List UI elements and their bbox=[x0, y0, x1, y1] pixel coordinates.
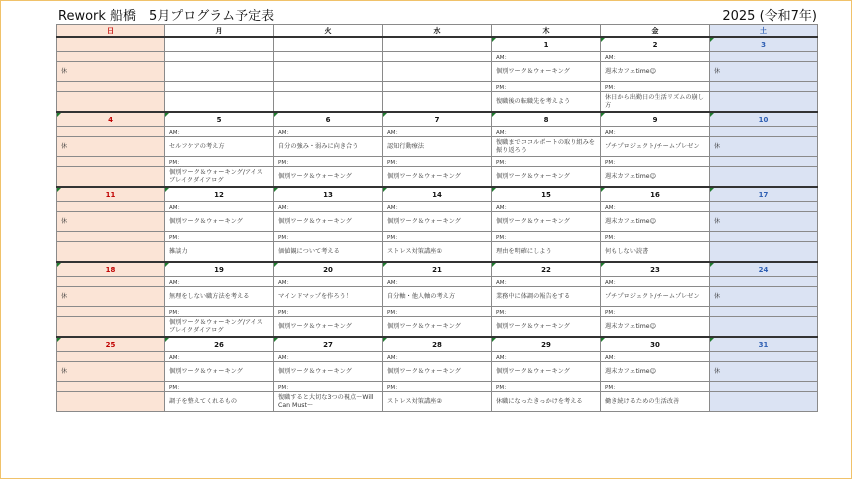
holiday-cell: 休 bbox=[57, 362, 165, 382]
comment-marker-icon bbox=[601, 188, 605, 192]
program-cell: 個別ワーク＆ウォーキング bbox=[165, 362, 274, 382]
date-cell bbox=[383, 37, 492, 52]
date-cell: 24 bbox=[710, 262, 818, 277]
pm-content-row bbox=[57, 242, 818, 263]
program-cell: 個別ワーク＆ウォーキング bbox=[274, 212, 383, 232]
program-cell bbox=[57, 392, 165, 412]
pm-label: PM： bbox=[383, 307, 492, 317]
am-label: AM： bbox=[492, 202, 601, 212]
weekday-sat: 土 bbox=[710, 25, 818, 38]
comment-marker-icon bbox=[57, 338, 61, 342]
pm-label: PM： bbox=[274, 307, 383, 317]
comment-marker-icon bbox=[57, 263, 61, 267]
program-cell: 個別ワーク＆ウォーキング bbox=[274, 317, 383, 338]
program-cell: 個別ワーク＆ウォーキング bbox=[492, 167, 601, 188]
date-cell bbox=[274, 37, 383, 52]
am-label: AM： bbox=[274, 277, 383, 287]
program-cell bbox=[165, 92, 274, 113]
pm-label-row bbox=[57, 307, 818, 317]
weekday-mon: 月 bbox=[165, 25, 274, 38]
pm-label bbox=[383, 82, 492, 92]
program-cell: 復職までココルポートの取り組みを振り返ろう bbox=[492, 137, 601, 157]
weekday-fri: 金 bbox=[601, 25, 710, 38]
am-label bbox=[57, 352, 165, 362]
program-cell: 個別ワーク＆ウォーキング bbox=[383, 317, 492, 338]
program-cell: 週末カフェtime☺ bbox=[601, 62, 710, 82]
program-cell: 個別ワーク＆ウォーキング bbox=[492, 317, 601, 338]
date-cell: 6 bbox=[274, 112, 383, 127]
pm-content-row bbox=[57, 392, 818, 412]
am-label: AM： bbox=[492, 352, 601, 362]
pm-label bbox=[710, 82, 818, 92]
program-cell: 個別ワーク＆ウォーキング bbox=[274, 167, 383, 188]
program-cell bbox=[383, 62, 492, 82]
date-cell: 27 bbox=[274, 337, 383, 352]
date-cell: 26 bbox=[165, 337, 274, 352]
pm-label bbox=[57, 307, 165, 317]
program-cell: 個別ワーク＆ウォーキング/アイスブレイクダイアログ bbox=[165, 317, 274, 338]
program-cell: 雑談力 bbox=[165, 242, 274, 263]
pm-label: PM： bbox=[165, 382, 274, 392]
pm-label bbox=[165, 82, 274, 92]
comment-marker-icon bbox=[274, 188, 278, 192]
weekday-sun: 日 bbox=[57, 25, 165, 38]
pm-label: PM： bbox=[274, 157, 383, 167]
program-cell: 自分の強み・弱みに向き合う bbox=[274, 137, 383, 157]
am-label bbox=[710, 202, 818, 212]
comment-marker-icon bbox=[601, 263, 605, 267]
am-label: AM： bbox=[165, 127, 274, 137]
program-cell: 働き続けるための生活改善 bbox=[601, 392, 710, 412]
weekday-header-row bbox=[57, 25, 818, 38]
pm-label: PM： bbox=[165, 307, 274, 317]
date-cell bbox=[165, 37, 274, 52]
date-cell: 28 bbox=[383, 337, 492, 352]
date-cell: 18 bbox=[57, 262, 165, 277]
comment-marker-icon bbox=[274, 338, 278, 342]
weekday-wed: 水 bbox=[383, 25, 492, 38]
program-cell: 復職後の転職先を考えよう bbox=[492, 92, 601, 113]
pm-label: PM： bbox=[601, 382, 710, 392]
program-cell bbox=[57, 167, 165, 188]
date-cell: 29 bbox=[492, 337, 601, 352]
date-cell: 25 bbox=[57, 337, 165, 352]
pm-content-row bbox=[57, 317, 818, 338]
program-cell: 週末カフェtime☺ bbox=[601, 167, 710, 188]
program-cell: 個別ワーク＆ウォーキング bbox=[383, 362, 492, 382]
pm-content-row bbox=[57, 92, 818, 113]
date-row bbox=[57, 112, 818, 127]
program-cell: マインドマップを作ろう！ bbox=[274, 287, 383, 307]
comment-marker-icon bbox=[383, 188, 387, 192]
holiday-cell: 休 bbox=[710, 287, 818, 307]
program-cell: 調子を整えてくれるもの bbox=[165, 392, 274, 412]
program-cell: 復職すると大切な3つの視点～Will Can Must～ bbox=[274, 392, 383, 412]
program-cell bbox=[710, 317, 818, 338]
program-cell bbox=[383, 92, 492, 113]
date-cell: 1 bbox=[492, 37, 601, 52]
holiday-cell: 休 bbox=[57, 212, 165, 232]
program-cell: 何もしない読書 bbox=[601, 242, 710, 263]
date-row bbox=[57, 187, 818, 202]
date-cell: 17 bbox=[710, 187, 818, 202]
date-cell: 14 bbox=[383, 187, 492, 202]
am-label bbox=[710, 277, 818, 287]
pm-label bbox=[57, 157, 165, 167]
am-label: AM： bbox=[601, 352, 710, 362]
date-cell: 2 bbox=[601, 37, 710, 52]
date-cell: 11 bbox=[57, 187, 165, 202]
page-title: Rework 船橋 5月プログラム予定表 bbox=[58, 9, 275, 24]
program-cell: 個別ワーク＆ウォーキング bbox=[383, 212, 492, 232]
am-label: AM： bbox=[274, 352, 383, 362]
pm-label: PM： bbox=[492, 82, 601, 92]
program-cell: 個別ワーク＆ウォーキング bbox=[492, 362, 601, 382]
holiday-cell: 休 bbox=[57, 62, 165, 82]
comment-marker-icon bbox=[383, 113, 387, 117]
comment-marker-icon bbox=[274, 263, 278, 267]
date-cell: 4 bbox=[57, 112, 165, 127]
program-cell: 理由を明確にしよう bbox=[492, 242, 601, 263]
program-cell: ストレス対策講座② bbox=[383, 392, 492, 412]
am-label-row bbox=[57, 352, 818, 362]
am-label: AM： bbox=[383, 202, 492, 212]
weekday-tue: 火 bbox=[274, 25, 383, 38]
program-cell bbox=[710, 92, 818, 113]
comment-marker-icon bbox=[710, 38, 714, 42]
pm-label: PM： bbox=[165, 157, 274, 167]
date-cell: 12 bbox=[165, 187, 274, 202]
am-label bbox=[383, 52, 492, 62]
pm-label-row bbox=[57, 232, 818, 242]
pm-label: PM： bbox=[492, 382, 601, 392]
pm-label bbox=[710, 232, 818, 242]
am-label-row bbox=[57, 277, 818, 287]
comment-marker-icon bbox=[710, 188, 714, 192]
program-cell: セルフケアの考え方 bbox=[165, 137, 274, 157]
comment-marker-icon bbox=[274, 113, 278, 117]
am-content-row bbox=[57, 62, 818, 82]
date-cell: 5 bbox=[165, 112, 274, 127]
am-label: AM： bbox=[601, 277, 710, 287]
holiday-cell: 休 bbox=[710, 212, 818, 232]
am-label-row bbox=[57, 127, 818, 137]
pm-label-row bbox=[57, 382, 818, 392]
program-cell: 休日から出勤日の生活リズムの崩し方 bbox=[601, 92, 710, 113]
comment-marker-icon bbox=[710, 113, 714, 117]
pm-label: PM： bbox=[383, 382, 492, 392]
holiday-cell: 休 bbox=[57, 137, 165, 157]
program-cell: 休職になったきっかけを考える bbox=[492, 392, 601, 412]
pm-label: PM： bbox=[601, 307, 710, 317]
date-cell: 22 bbox=[492, 262, 601, 277]
program-cell: ストレス対策講座① bbox=[383, 242, 492, 263]
date-row bbox=[57, 37, 818, 52]
program-cell: 週末カフェtime☺ bbox=[601, 317, 710, 338]
comment-marker-icon bbox=[165, 338, 169, 342]
am-content-row bbox=[57, 212, 818, 232]
comment-marker-icon bbox=[601, 113, 605, 117]
program-cell: 価値観について考える bbox=[274, 242, 383, 263]
program-cell: 個別ワーク＆ウォーキング bbox=[274, 362, 383, 382]
pm-label bbox=[710, 382, 818, 392]
date-row bbox=[57, 337, 818, 352]
pm-label bbox=[274, 82, 383, 92]
date-cell: 19 bbox=[165, 262, 274, 277]
am-label: AM： bbox=[492, 127, 601, 137]
comment-marker-icon bbox=[601, 338, 605, 342]
comment-marker-icon bbox=[492, 338, 496, 342]
am-label: AM： bbox=[165, 277, 274, 287]
weekday-thu: 木 bbox=[492, 25, 601, 38]
pm-label: PM： bbox=[383, 157, 492, 167]
comment-marker-icon bbox=[165, 188, 169, 192]
date-cell: 8 bbox=[492, 112, 601, 127]
comment-marker-icon bbox=[165, 113, 169, 117]
holiday-cell: 休 bbox=[710, 137, 818, 157]
holiday-cell: 休 bbox=[710, 362, 818, 382]
pm-label: PM： bbox=[274, 232, 383, 242]
date-cell: 21 bbox=[383, 262, 492, 277]
date-cell: 7 bbox=[383, 112, 492, 127]
program-cell: 認知行動療法 bbox=[383, 137, 492, 157]
am-label-row bbox=[57, 202, 818, 212]
date-cell: 13 bbox=[274, 187, 383, 202]
program-cell: 個別ワーク＆ウォーキング bbox=[492, 212, 601, 232]
am-label bbox=[710, 52, 818, 62]
schedule-table bbox=[56, 24, 818, 412]
am-content-row bbox=[57, 137, 818, 157]
date-cell: 9 bbox=[601, 112, 710, 127]
comment-marker-icon bbox=[601, 38, 605, 42]
am-content-row bbox=[57, 362, 818, 382]
date-row bbox=[57, 262, 818, 277]
program-cell bbox=[710, 242, 818, 263]
comment-marker-icon bbox=[165, 263, 169, 267]
pm-label: PM： bbox=[383, 232, 492, 242]
pm-label-row bbox=[57, 157, 818, 167]
pm-label bbox=[710, 307, 818, 317]
comment-marker-icon bbox=[492, 38, 496, 42]
am-label bbox=[57, 202, 165, 212]
comment-marker-icon bbox=[57, 188, 61, 192]
date-cell: 15 bbox=[492, 187, 601, 202]
pm-label: PM： bbox=[492, 307, 601, 317]
am-label bbox=[710, 127, 818, 137]
comment-marker-icon bbox=[492, 263, 496, 267]
pm-label bbox=[57, 232, 165, 242]
am-label: AM： bbox=[165, 202, 274, 212]
date-cell: 20 bbox=[274, 262, 383, 277]
date-cell: 16 bbox=[601, 187, 710, 202]
am-label bbox=[57, 127, 165, 137]
pm-label: PM： bbox=[492, 232, 601, 242]
am-label: AM： bbox=[601, 202, 710, 212]
program-cell: プチプロジェクト/チームプレゼン bbox=[601, 287, 710, 307]
am-label: AM： bbox=[274, 202, 383, 212]
am-label: AM： bbox=[165, 352, 274, 362]
comment-marker-icon bbox=[383, 263, 387, 267]
comment-marker-icon bbox=[492, 113, 496, 117]
program-cell: 個別ワーク＆ウォーキング bbox=[165, 212, 274, 232]
holiday-cell: 休 bbox=[710, 62, 818, 82]
program-cell bbox=[710, 392, 818, 412]
program-cell: 週末カフェtime☺ bbox=[601, 362, 710, 382]
comment-marker-icon bbox=[383, 338, 387, 342]
pm-label bbox=[57, 82, 165, 92]
am-label bbox=[710, 352, 818, 362]
am-label bbox=[57, 52, 165, 62]
am-label bbox=[274, 52, 383, 62]
pm-label: PM： bbox=[601, 157, 710, 167]
am-label bbox=[57, 277, 165, 287]
program-cell: 個別ワーク＆ウォーキング/アイスブレイクダイアログ bbox=[165, 167, 274, 188]
date-cell: 3 bbox=[710, 37, 818, 52]
year-label: 2025 (令和7年) bbox=[722, 9, 817, 24]
program-cell: 自分軸・他人軸の考え方 bbox=[383, 287, 492, 307]
program-cell bbox=[57, 92, 165, 113]
comment-marker-icon bbox=[710, 263, 714, 267]
date-cell: 30 bbox=[601, 337, 710, 352]
program-cell bbox=[57, 317, 165, 338]
am-label-row bbox=[57, 52, 818, 62]
am-label: AM： bbox=[492, 52, 601, 62]
am-label: AM： bbox=[492, 277, 601, 287]
date-cell: 31 bbox=[710, 337, 818, 352]
comment-marker-icon bbox=[492, 188, 496, 192]
program-cell: 個別ワーク＆ウォーキング bbox=[383, 167, 492, 188]
program-cell: 週末カフェtime☺ bbox=[601, 212, 710, 232]
pm-label bbox=[57, 382, 165, 392]
pm-label: PM： bbox=[274, 382, 383, 392]
program-cell bbox=[57, 242, 165, 263]
date-cell bbox=[57, 37, 165, 52]
program-cell bbox=[710, 167, 818, 188]
am-label: AM： bbox=[601, 52, 710, 62]
program-cell bbox=[165, 62, 274, 82]
comment-marker-icon bbox=[710, 338, 714, 342]
date-cell: 10 bbox=[710, 112, 818, 127]
program-cell bbox=[274, 62, 383, 82]
am-label bbox=[165, 52, 274, 62]
pm-label: PM： bbox=[601, 82, 710, 92]
program-cell: 業務中に体調の報告をする bbox=[492, 287, 601, 307]
pm-label-row bbox=[57, 82, 818, 92]
comment-marker-icon bbox=[57, 113, 61, 117]
pm-content-row bbox=[57, 167, 818, 188]
am-label: AM： bbox=[383, 352, 492, 362]
pm-label bbox=[710, 157, 818, 167]
pm-label: PM： bbox=[601, 232, 710, 242]
holiday-cell: 休 bbox=[57, 287, 165, 307]
am-label: AM： bbox=[274, 127, 383, 137]
pm-label: PM： bbox=[492, 157, 601, 167]
program-cell bbox=[274, 92, 383, 113]
program-cell: 無理をしない職方法を考える bbox=[165, 287, 274, 307]
am-content-row bbox=[57, 287, 818, 307]
am-label: AM： bbox=[383, 277, 492, 287]
am-label: AM： bbox=[383, 127, 492, 137]
program-cell: プチプロジェクト/チームプレゼン bbox=[601, 137, 710, 157]
pm-label: PM： bbox=[165, 232, 274, 242]
am-label: AM： bbox=[601, 127, 710, 137]
date-cell: 23 bbox=[601, 262, 710, 277]
program-cell: 個別ワーク＆ウォーキング bbox=[492, 62, 601, 82]
